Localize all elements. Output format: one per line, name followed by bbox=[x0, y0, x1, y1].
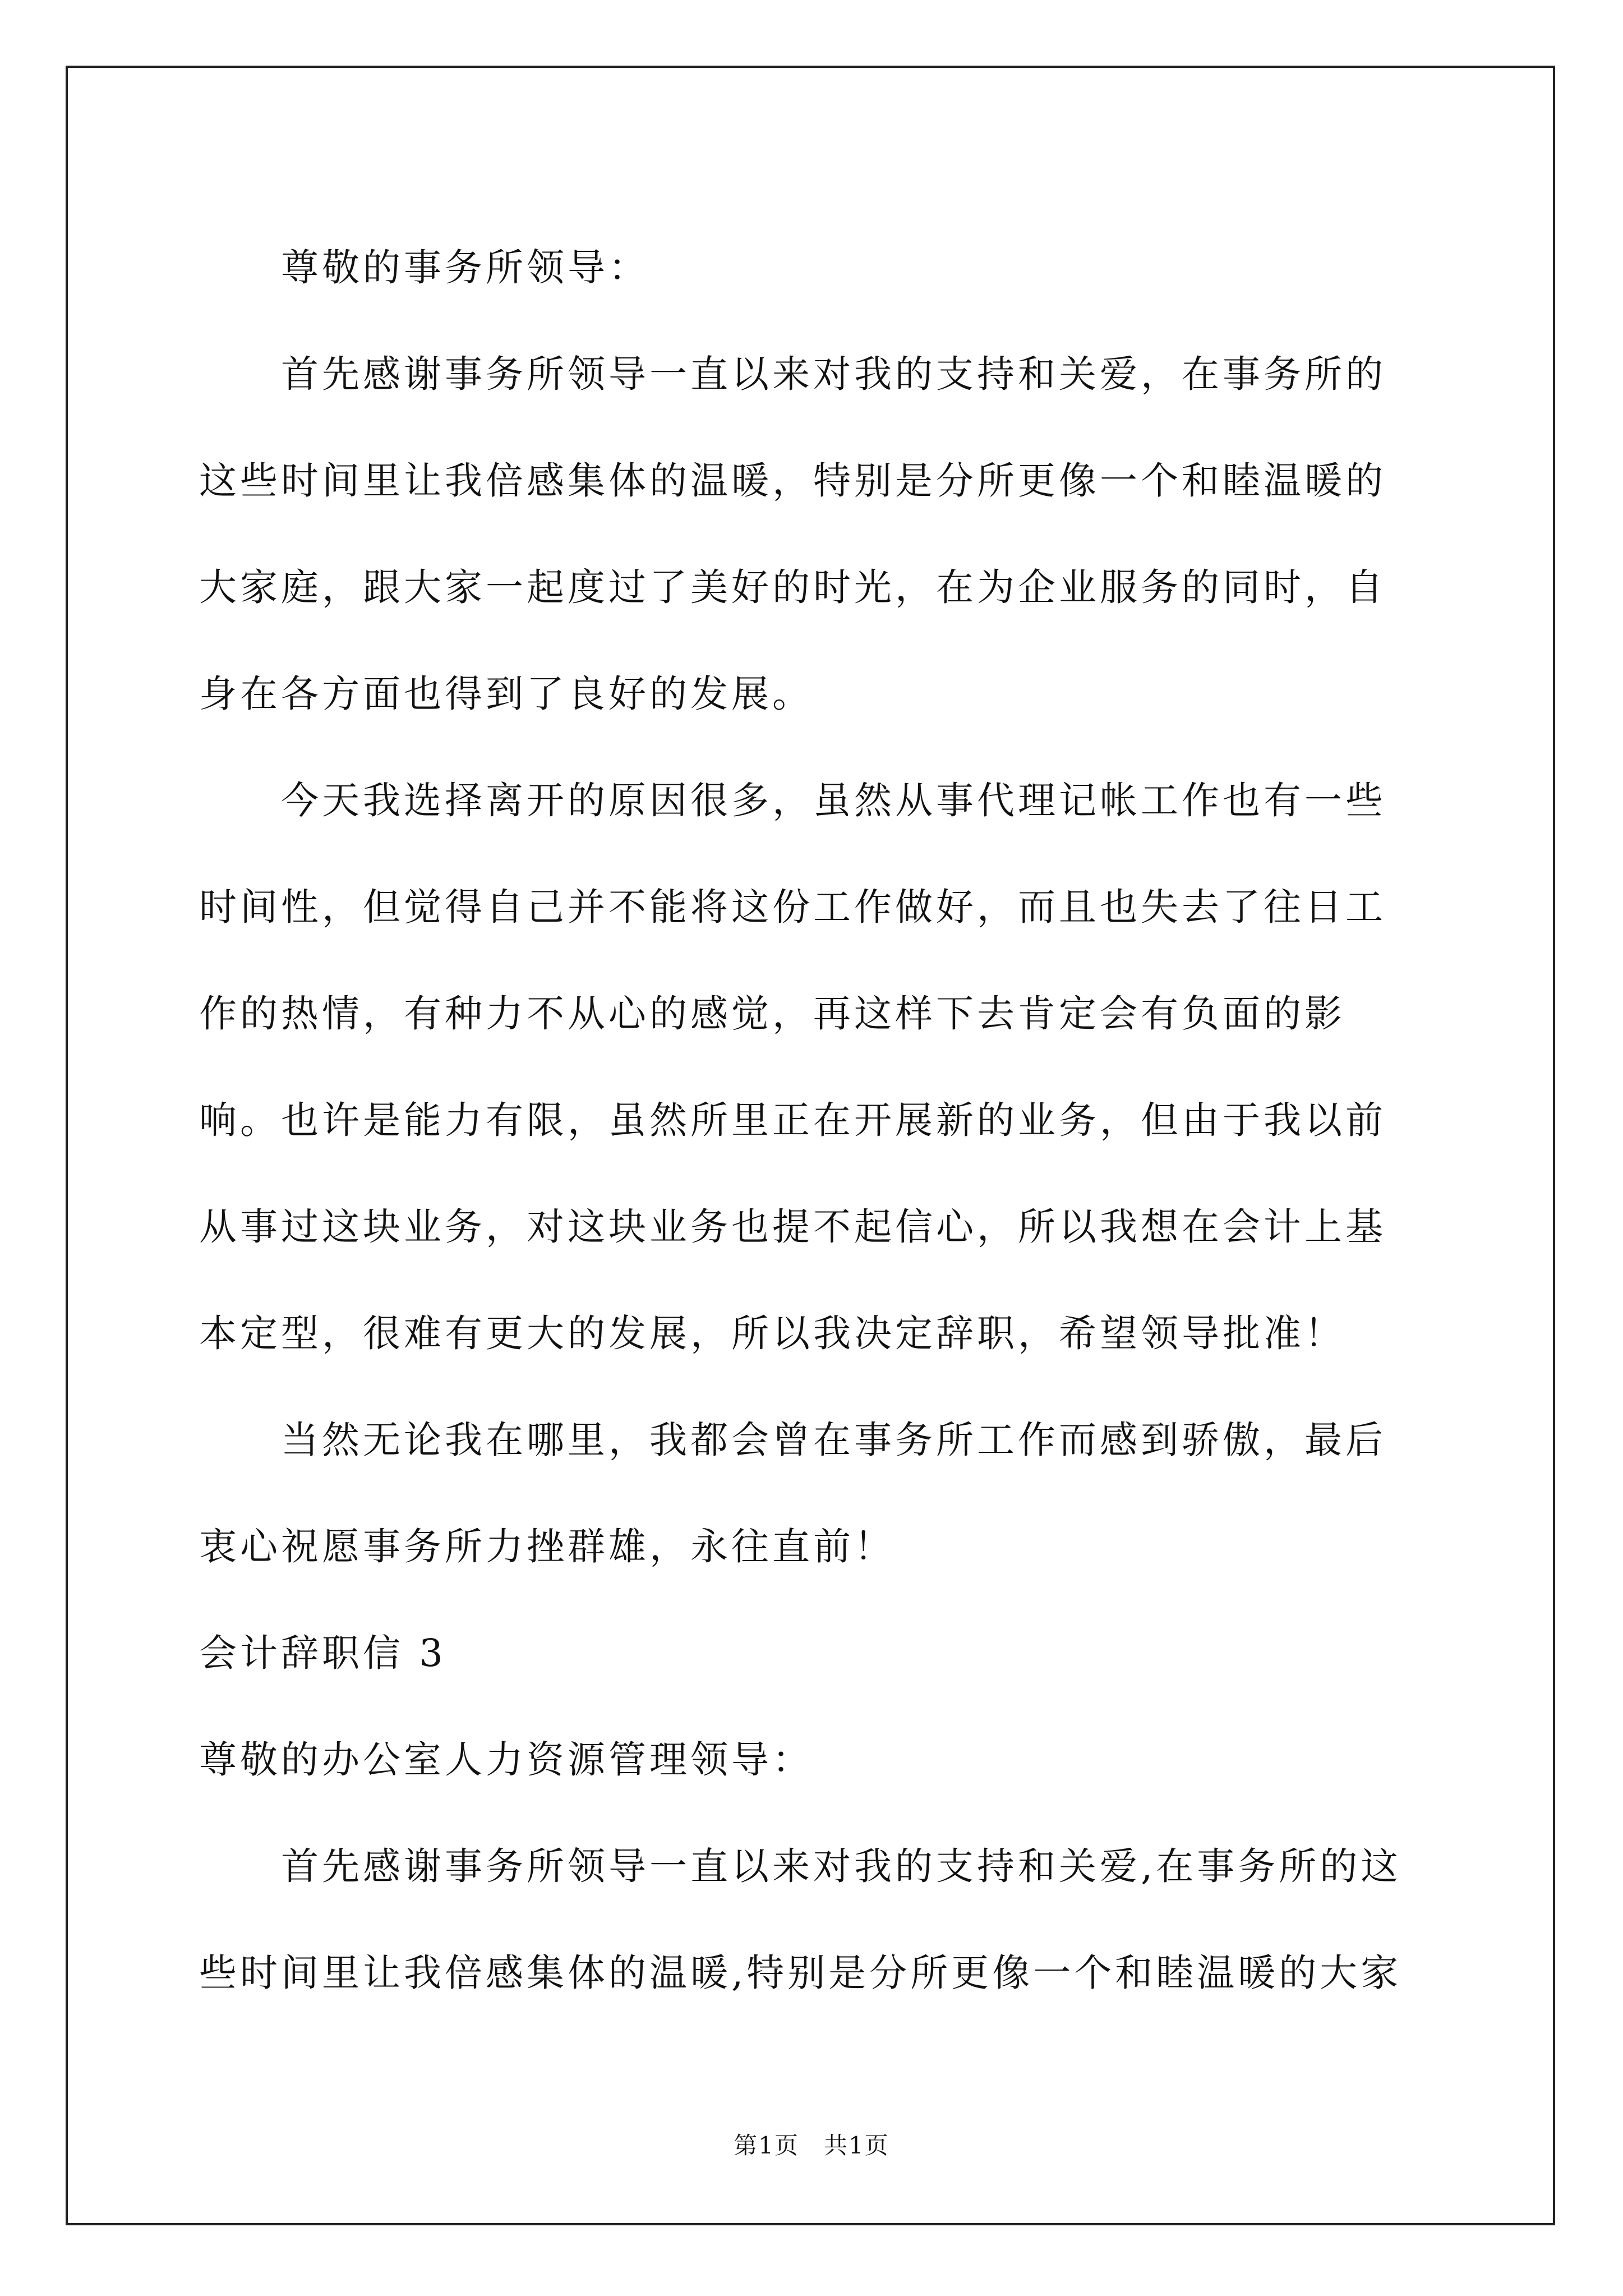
section-heading: 会计辞职信 3 bbox=[199, 1631, 446, 1675]
salutation-line: 尊敬的事务所领导： bbox=[281, 246, 649, 289]
page-number: 第1页 共1页 bbox=[734, 2132, 889, 2159]
body-paragraph: 首先感谢事务所领导一直以来对我的支持和关爱,在事务所的这些时间里让我倍感集体的温暖,特别是分所更像一个和睦温暖的大家 bbox=[199, 1844, 1402, 1995]
salutation-line: 尊敬的办公室人力资源管理领导： bbox=[199, 1738, 813, 1782]
document-body bbox=[199, 214, 1425, 2026]
body-paragraph: 当然无论我在哪里，我都会曾在事务所工作而感到骄傲，最后衷心祝愿事务所力挫群雄，永往直前！ bbox=[199, 1418, 1386, 1568]
body-paragraph: 今天我选择离开的原因很多，虽然从事代理记帐工作也有一些时间性，但觉得自己并不能将这份工作做好，而且也失去了往日工作的热情，有种力不从心的感觉，再这样下去肯定会有负面的影响。也许是能力有限，虽然所里正在开展新的业务，但由于我以前从事过这块业务，对这块业务也提不起信心，所以我想在会计上基本定型，很难有更大的发展，所以我决定辞职，希望领导批准！ bbox=[199, 779, 1386, 1355]
body-paragraph: 首先感谢事务所领导一直以来对我的支持和关爱，在事务所的这些时间里让我倍感集体的温暖，特别是分所更像一个和睦温暖的大家庭，跟大家一起度过了美好的时光，在为企业服务的同时，自身在各方面也得到了良好的发展。 bbox=[199, 352, 1386, 716]
